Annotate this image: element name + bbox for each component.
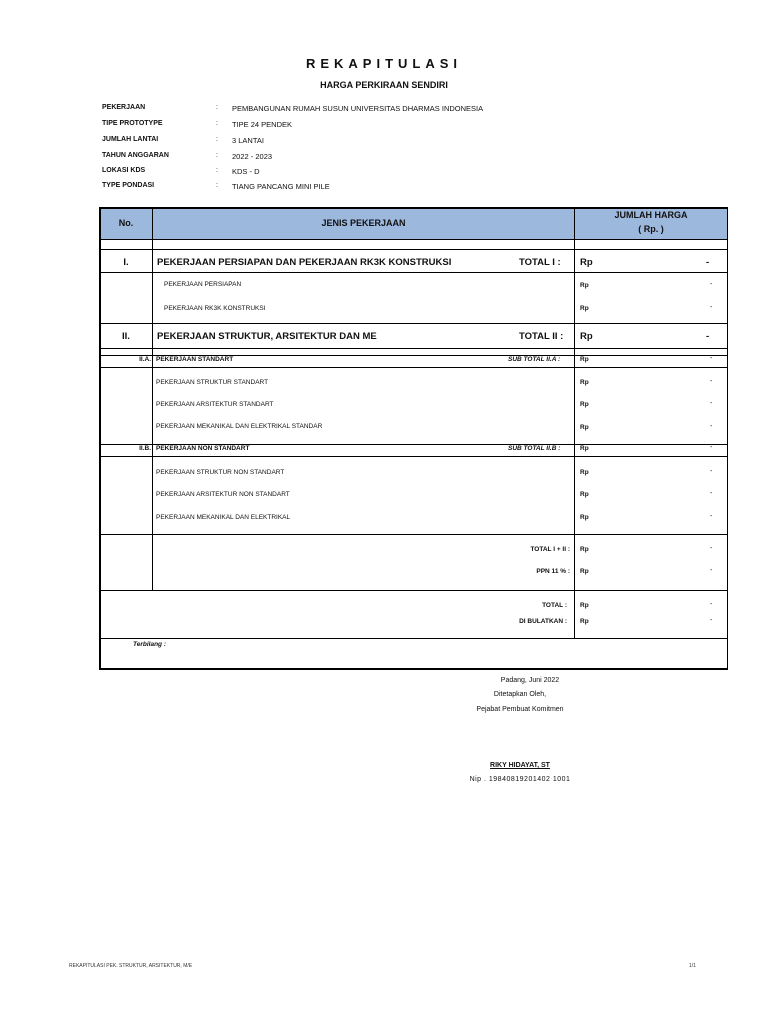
ppn-value: - — [710, 567, 713, 574]
sub-a-value: - — [710, 355, 713, 362]
info-value-pekerjaan: PEMBANGUNAN RUMAH SUSUN UNIVERSITAS DHARMAS INDONESIA — [232, 104, 484, 113]
table-border-right — [727, 207, 729, 669]
info-value-tahun: 2022 - 2023 — [232, 152, 273, 161]
total-i-ii-value: - — [710, 545, 713, 552]
info-value-pondasi: TIANG PANCANG MINI PILE — [232, 182, 330, 191]
total-rp: Rp — [580, 602, 589, 609]
sub-a-item-value: - — [710, 378, 713, 385]
sec2-no: II. — [122, 331, 130, 342]
table-border-bottom — [99, 668, 728, 670]
info-label-tahun: TAHUN ANGGARAN — [102, 152, 169, 159]
dibulatkan-label: DI BULATKAN : — [519, 618, 567, 625]
info-value-lantai: 3 LANTAI — [232, 136, 264, 145]
sub-b-no: II.B. — [139, 445, 151, 452]
sec2-title: PEKERJAAN STRUKTUR, ARSITEKTUR DAN ME — [157, 331, 377, 342]
info-colon: : — [216, 136, 218, 143]
dibulatkan-rp: Rp — [580, 618, 589, 625]
dibulatkan-value: - — [710, 617, 713, 624]
sub-b-item-label: PEKERJAAN ARSITEKTUR NON STANDART — [156, 491, 290, 498]
signature-nip: Nip . 19840819201402 1001 — [469, 776, 571, 783]
info-label-tipe: TIPE PROTOTYPE — [102, 120, 163, 127]
info-colon: : — [216, 167, 218, 174]
info-colon: : — [216, 152, 218, 159]
row-line — [99, 534, 728, 535]
ppn-label: PPN 11 % : — [536, 568, 570, 575]
sec2-total-label: TOTAL II : — [519, 331, 564, 342]
sub-a-item-value: - — [710, 400, 713, 407]
row-line — [99, 638, 728, 639]
footer-page-number: 1/1 — [689, 963, 696, 969]
sec1-item-rp: Rp — [580, 305, 589, 312]
sub-b-title: PEKERJAAN NON STANDART — [156, 445, 250, 452]
sub-b-item-label: PEKERJAAN MEKANIKAL DAN ELEKTRIKAL — [156, 514, 291, 521]
total-i-ii-label: TOTAL I + II : — [530, 546, 570, 553]
sec1-no: I. — [123, 257, 129, 268]
row-line — [99, 272, 728, 273]
sub-b-item-value: - — [710, 513, 713, 520]
sub-a-title: PEKERJAAN STANDART — [156, 356, 234, 363]
ppn-rp: Rp — [580, 568, 589, 575]
info-value-lokasi: KDS - D — [232, 167, 260, 176]
col-header-harga-unit: ( Rp. ) — [638, 224, 664, 234]
info-label-pekerjaan: PEKERJAAN — [102, 104, 146, 111]
table-border-top — [99, 207, 728, 209]
col-divider-harga — [574, 207, 575, 638]
col-header-harga: JUMLAH HARGA — [614, 210, 688, 220]
sub-b-item-value: - — [710, 490, 713, 497]
sec1-item-label: PEKERJAAN RK3K KONSTRUKSI — [164, 305, 266, 312]
sub-b-rp: Rp — [580, 445, 589, 452]
sub-a-total-label: SUB TOTAL II.A : — [508, 356, 561, 363]
sub-b-value: - — [710, 444, 713, 451]
page-subtitle: HARGA PERKIRAAN SENDIRI — [320, 80, 448, 90]
info-label-lantai: JUMLAH LANTAI — [102, 136, 159, 143]
sub-a-item-label: PEKERJAAN MEKANIKAL DAN ELEKTRIKAL STANDAR — [156, 423, 323, 430]
signature-role: Pejabat Pembuat Komitmen — [476, 706, 564, 713]
sec1-title: PEKERJAAN PERSIAPAN DAN PEKERJAAN RK3K KONSTRUKSI — [157, 257, 452, 268]
info-label-pondasi: TYPE PONDASI — [102, 182, 155, 189]
sub-a-no: II.A. — [139, 356, 151, 363]
row-line — [99, 456, 728, 457]
sub-a-item-value: - — [710, 423, 713, 430]
sub-b-item-rp: Rp — [580, 491, 589, 498]
sec1-item-label: PEKERJAAN PERSIAPAN — [164, 281, 242, 288]
sub-a-item-rp: Rp — [580, 379, 589, 386]
sec1-item-value: - — [710, 304, 713, 311]
sec1-item-value: - — [710, 281, 713, 288]
sub-b-item-rp: Rp — [580, 469, 589, 476]
sec2-value: - — [706, 331, 710, 342]
total-i-ii-rp: Rp — [580, 546, 589, 553]
info-colon: : — [216, 182, 218, 189]
footer-left: REKAPITULASI PEK. STRUKTUR, ARSITEKTUR, M/E — [69, 963, 193, 969]
info-colon: : — [216, 104, 218, 111]
col-header-no: No. — [118, 218, 134, 228]
row-line — [99, 590, 728, 591]
sub-b-item-value: - — [710, 468, 713, 475]
row-line — [99, 367, 728, 368]
sec1-total-label: TOTAL I : — [519, 257, 561, 268]
info-value-tipe: TIPE 24 PENDEK — [232, 120, 293, 129]
info-colon: : — [216, 120, 218, 127]
sub-a-item-label: PEKERJAAN ARSITEKTUR STANDART — [156, 401, 274, 408]
sub-a-item-rp: Rp — [580, 424, 589, 431]
row-line — [99, 348, 728, 349]
signature-place-date: Padang, Juni 2022 — [500, 677, 560, 684]
total-label: TOTAL : — [542, 602, 567, 609]
col-header-jenis: JENIS PEKERJAAN — [321, 218, 406, 228]
signature-ditetapkan: Ditetapkan Oleh, — [493, 691, 547, 698]
sub-b-total-label: SUB TOTAL II.B : — [508, 445, 561, 452]
total-value: - — [710, 601, 713, 608]
info-label-lokasi: LOKASI KDS — [102, 167, 146, 174]
sub-b-item-label: PEKERJAAN STRUKTUR NON STANDART — [156, 469, 285, 476]
row-line — [99, 239, 728, 240]
table-border-left — [99, 207, 101, 669]
sec1-item-rp: Rp — [580, 282, 589, 289]
sub-a-item-label: PEKERJAAN STRUKTUR STANDART — [156, 379, 269, 386]
sub-a-rp: Rp — [580, 356, 589, 363]
row-line — [99, 249, 728, 250]
signature-name: RIKY HIDAYAT, ST — [490, 762, 550, 769]
sub-a-item-rp: Rp — [580, 401, 589, 408]
sec2-rp: Rp — [580, 331, 593, 342]
page-title: REKAPITULASI — [305, 56, 463, 71]
sec1-rp: Rp — [580, 257, 593, 268]
sec1-value: - — [706, 257, 710, 268]
terbilang-label: Terbilang : — [133, 641, 166, 648]
col-divider-no — [152, 207, 153, 590]
row-line — [99, 323, 728, 324]
sub-b-item-rp: Rp — [580, 514, 589, 521]
